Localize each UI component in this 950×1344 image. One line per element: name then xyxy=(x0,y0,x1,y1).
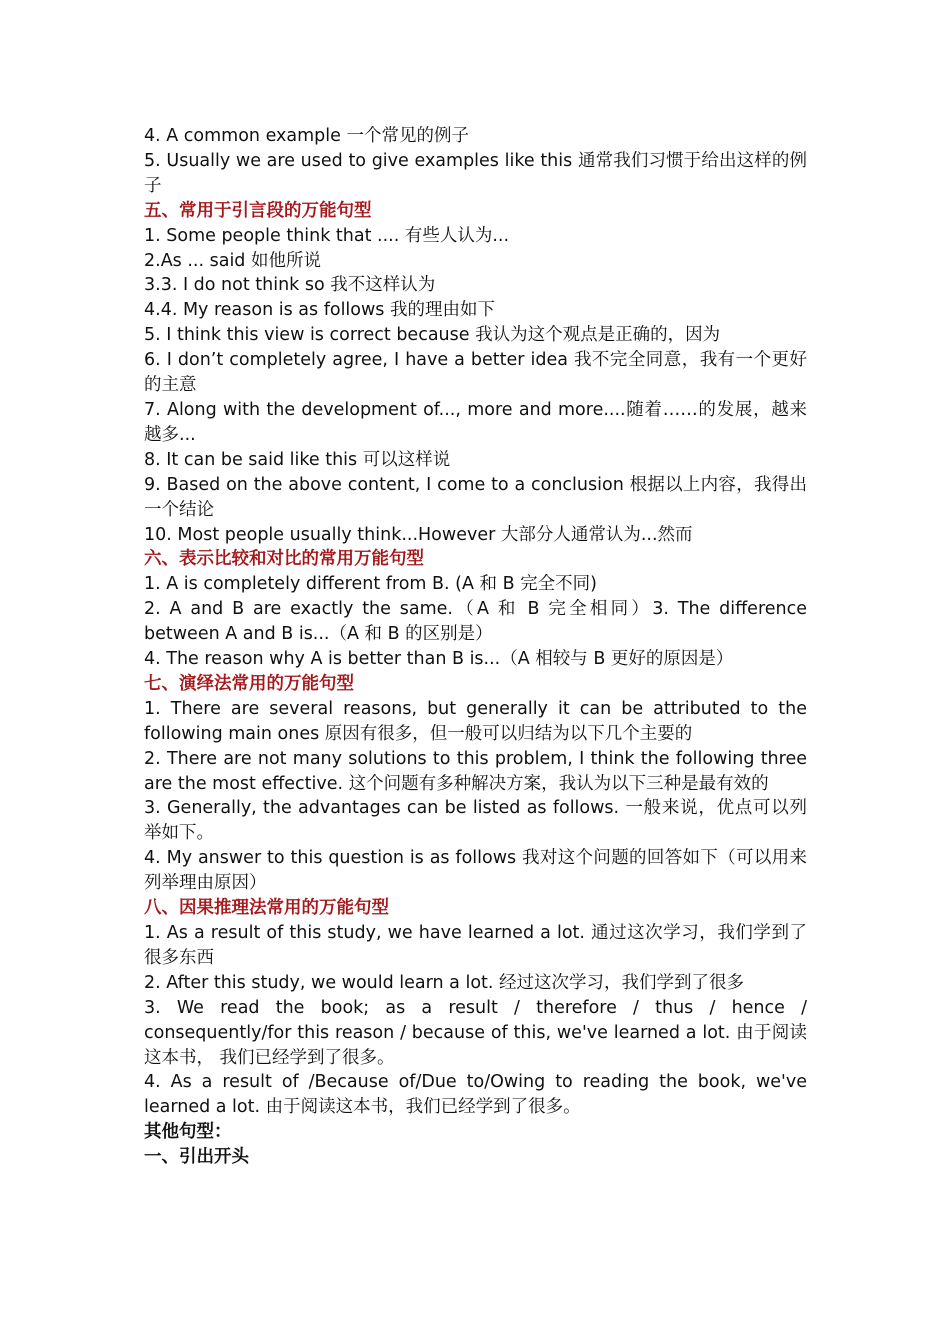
paragraph: 1. Some people think that .... 有些人认为... xyxy=(144,225,510,246)
section-heading: 六、表示比较和对比的常用万能句型 xyxy=(144,549,424,570)
document-body xyxy=(144,124,807,1170)
paragraph: 10. Most people usually think...However 大部分人通常认为...然而 xyxy=(144,524,693,545)
paragraph: 1. As a result of this study, we have learned a lot. 通过这次学习，我们学到了很多东西 xyxy=(144,923,807,968)
subheading: 一、引出开头 xyxy=(144,1147,249,1168)
subheading: 其他句型： xyxy=(144,1122,232,1143)
paragraph: 4. My answer to this question is as follows 我对这个问题的回答如下（可以用来列举理由原因） xyxy=(144,848,807,894)
section-heading: 五、常用于引言段的万能句型 xyxy=(144,200,372,221)
section-heading: 七、演绎法常用的万能句型 xyxy=(144,673,354,694)
paragraph: 9. Based on the above content, I come to a conclusion 根据以上内容，我得出一个结论 xyxy=(144,474,807,520)
paragraph: 4.4. My reason is as follows 我的理由如下 xyxy=(144,300,495,321)
paragraph: 1. There are several reasons, but generally it can be attributed to the following main ones 原因有很多，但一般可以归结为以下几个主要的 xyxy=(144,698,807,744)
paragraph: 3. We read the book; as a result / therefore / thus / hence / consequently/for this reason / because of this, we've learned a lot. 由于阅读这本书， 我们已经学到了很多。 xyxy=(144,997,807,1068)
paragraph: 2.As ... said 如他所说 xyxy=(144,250,321,271)
paragraph: 1. A is completely different from B. (A 和 B 完全不同) xyxy=(144,574,597,595)
paragraph: 7. Along with the development of..., more and more....随着……的发展，越来越多... xyxy=(144,399,807,445)
paragraph: 3. Generally, the advantages can be listed as follows. 一般来说，优点可以列举如下。 xyxy=(144,798,807,844)
paragraph: 2. A and B are exactly the same.（A 和 B 完全相同）3. The difference between A and B is...（A 和 B 的区别是） xyxy=(144,599,807,645)
paragraph: 2. There are not many solutions to this problem, I think the following three are the most effective. 这个问题有多种解决方案，我认为以下三种是最有效的 xyxy=(144,748,807,794)
section-heading: 八、因果推理法常用的万能句型 xyxy=(144,898,389,919)
paragraph: 4. A common example 一个常见的例子 xyxy=(144,126,469,146)
paragraph: 6. I don’t completely agree, I have a better idea 我不完全同意，我有一个更好的主意 xyxy=(144,350,807,396)
paragraph: 5. I think this view is correct because 我认为这个观点是正确的，因为 xyxy=(144,325,721,346)
paragraph: 3.3. I do not think so 我不这样认为 xyxy=(144,275,436,296)
paragraph: 4. The reason why A is better than B is...（A 相较与 B 更好的原因是） xyxy=(144,649,734,670)
paragraph: 8. It can be said like this 可以这样说 xyxy=(144,449,451,470)
paragraph: 5. Usually we are used to give examples like this 通常我们习惯于给出这样的例子 xyxy=(144,150,807,196)
paragraph: 2. After this study, we would learn a lot. 经过这次学习，我们学到了很多 xyxy=(144,972,745,993)
paragraph: 4. As a result of /Because of/Due to/Owing to reading the book, we've learned a lot. 由于阅读这本书，我们已经学到了很多。 xyxy=(144,1072,807,1118)
